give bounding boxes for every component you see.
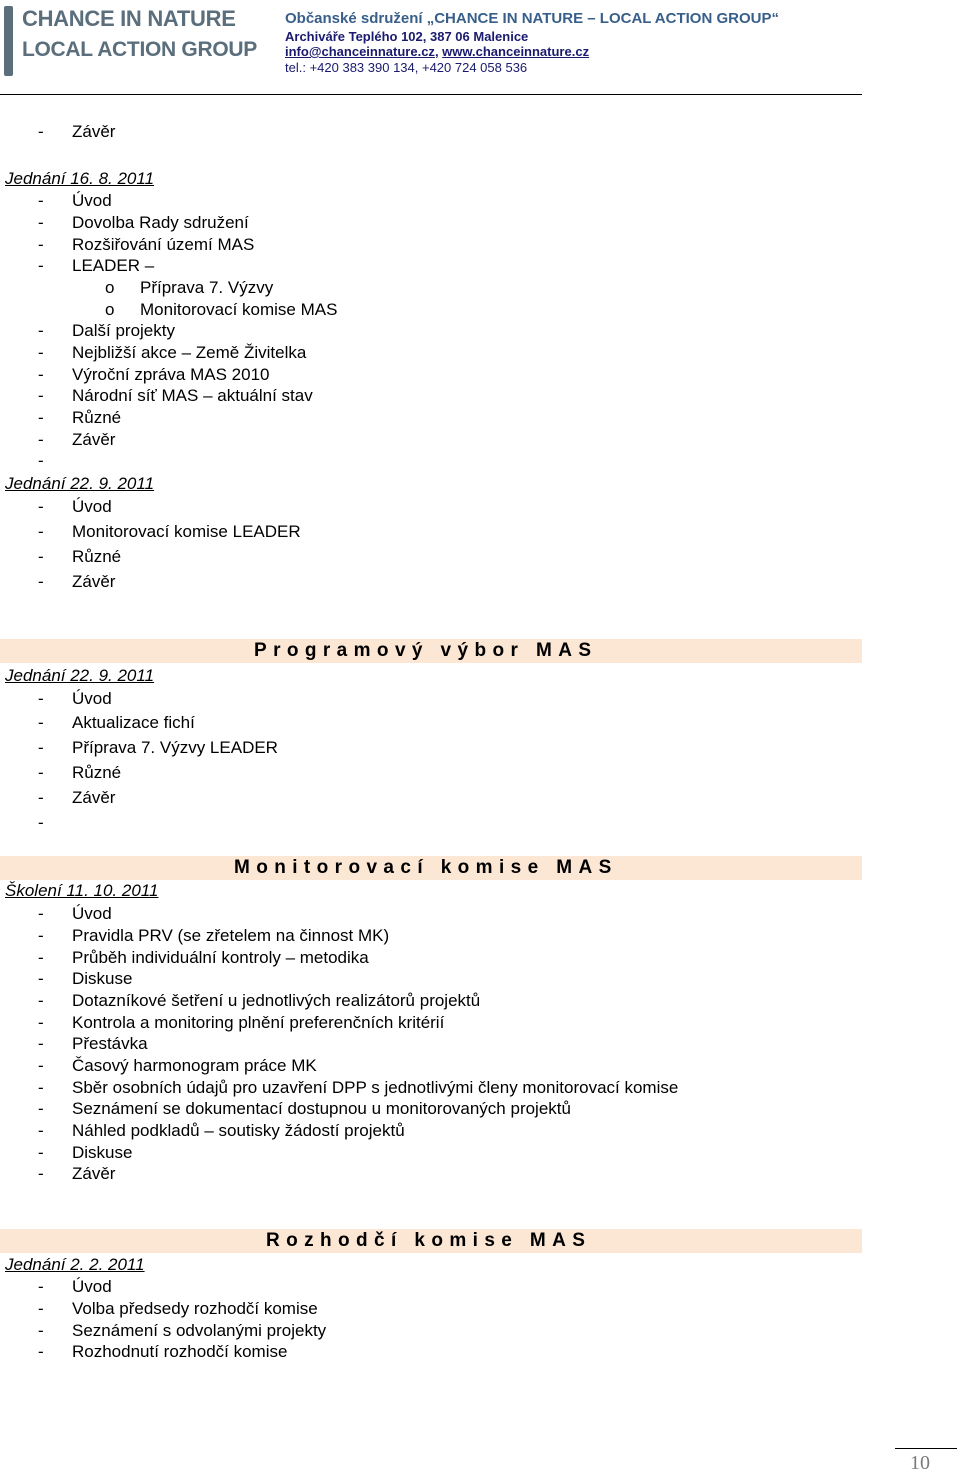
list-item: Aktualizace fichí: [72, 713, 195, 732]
list-dash: -: [38, 1078, 44, 1097]
section-header-monitoring: [0, 856, 862, 880]
page-number: 10: [910, 1452, 930, 1474]
list-item: Úvod: [72, 689, 112, 708]
list-dash: -: [38, 926, 44, 945]
meeting-date: Jednání 16. 8. 2011: [5, 169, 155, 188]
phone-numbers: tel.: +420 383 390 134, +420 724 058 536: [285, 60, 528, 75]
list-dash: -: [38, 991, 44, 1010]
list-item: Příprava 7. Výzvy LEADER: [72, 738, 278, 757]
section-title: Rozhodčí komise MAS: [266, 1230, 592, 1251]
organization-address: Archiváře Teplého 102, 387 06 Malenice: [285, 29, 529, 44]
list-item: Pravidla PRV (se zřetelem na činnost MK): [72, 926, 390, 945]
email-link[interactable]: info@chanceinnature.cz: [285, 44, 435, 59]
list-dash: -: [38, 497, 44, 516]
list-dash: -: [38, 763, 44, 782]
list-item: Dovolba Rady sdružení: [72, 213, 249, 232]
list-dash: -: [38, 343, 44, 362]
list-dash: -: [38, 1013, 44, 1032]
list-item: Závěr: [72, 430, 116, 449]
list-item: Diskuse: [72, 969, 133, 988]
list-dash: -: [38, 1164, 44, 1183]
logo: [0, 2, 270, 78]
contact-separator: ,: [434, 44, 443, 59]
list-dash: -: [38, 904, 44, 923]
sublist-item: Příprava 7. Výzvy: [140, 278, 274, 297]
list-dash: -: [38, 1056, 44, 1075]
list-dash: -: [38, 948, 44, 967]
list-item: Seznámení se dokumentací dostupnou u monitorovaných projektů: [72, 1099, 571, 1118]
list-dash: -: [38, 547, 44, 566]
training-date: Školení 11. 10. 2011: [5, 881, 159, 900]
list-dash: -: [38, 408, 44, 427]
list-item: Národní síť MAS – aktuální stav: [72, 386, 313, 405]
section-header-program: [0, 639, 862, 663]
list-dash: -: [38, 1299, 44, 1318]
sublist-bullet: o: [105, 278, 115, 297]
list-item: Úvod: [72, 1277, 112, 1296]
list-item: Úvod: [72, 191, 112, 210]
list-dash: -: [38, 1034, 44, 1053]
list-dash: -: [38, 256, 44, 275]
list-dash: -: [38, 689, 44, 708]
list-dash: -: [38, 1143, 44, 1162]
web-link[interactable]: www.chanceinnature.cz: [442, 44, 590, 59]
letterhead: [0, 0, 862, 95]
list-item: Různé: [72, 408, 122, 427]
logo-mark: [4, 6, 13, 76]
list-item: LEADER –: [72, 256, 155, 275]
list-item: Sběr osobních údajů pro uzavření DPP s jednotlivými členy monitorovací komise: [72, 1078, 679, 1097]
list-item: Rozšiřování území MAS: [72, 235, 255, 254]
list-dash: -: [38, 522, 44, 541]
sublist-item: Monitorovací komise MAS: [140, 300, 338, 319]
logo-line2: LOCAL ACTION GROUP: [22, 38, 257, 61]
page-number-rule: [895, 1448, 957, 1449]
list-item: Diskuse: [72, 1143, 133, 1162]
list-item: Závěr: [72, 788, 116, 807]
list-item: Různé: [72, 763, 122, 782]
list-dash: -: [38, 191, 44, 210]
list-dash: -: [38, 213, 44, 232]
list-item: Časový harmonogram práce MK: [72, 1056, 317, 1075]
meeting-date: Jednání 22. 9. 2011: [5, 474, 155, 493]
list-item: Úvod: [72, 497, 112, 516]
list-item: Nejbližší akce – Země Živitelka: [72, 343, 307, 362]
list-dash: -: [38, 365, 44, 384]
list-dash: -: [38, 738, 44, 757]
list-item: Monitorovací komise LEADER: [72, 522, 301, 541]
list-item: Výroční zpráva MAS 2010: [72, 365, 270, 384]
list-dash: -: [38, 813, 44, 832]
list-dash: -: [38, 788, 44, 807]
meeting-date: Jednání 2. 2. 2011: [5, 1255, 145, 1274]
list-dash: -: [38, 572, 44, 591]
list-item: Závěr: [72, 122, 116, 141]
list-dash: -: [38, 430, 44, 449]
list-item: Úvod: [72, 904, 112, 923]
contact-links: [285, 44, 589, 59]
list-dash: -: [38, 451, 44, 470]
list-dash: -: [38, 1321, 44, 1340]
list-dash: -: [38, 1277, 44, 1296]
list-dash: -: [38, 969, 44, 988]
logo-line1: CHANCE IN NATURE: [22, 6, 236, 31]
list-dash: -: [38, 1342, 44, 1361]
list-item: Průběh individuální kontroly – metodika: [72, 948, 369, 967]
list-item: Závěr: [72, 1164, 116, 1183]
list-item: Dotazníkové šetření u jednotlivých realizátorů projektů: [72, 991, 481, 1010]
list-dash: -: [38, 321, 44, 340]
list-item: Volba předsedy rozhodčí komise: [72, 1299, 318, 1318]
list-dash: -: [38, 386, 44, 405]
organization-name: Občanské sdružení „CHANCE IN NATURE – LOCAL ACTION GROUP“: [285, 10, 779, 27]
list-dash: -: [38, 713, 44, 732]
section-header-arbitration: [0, 1229, 862, 1253]
list-item: Přestávka: [72, 1034, 148, 1053]
list-dash: -: [38, 122, 44, 141]
section-title: Programový výbor MAS: [254, 640, 598, 661]
section-title: Monitorovací komise MAS: [234, 857, 618, 878]
list-dash: -: [38, 235, 44, 254]
list-dash: -: [38, 1099, 44, 1118]
list-item: Závěr: [72, 572, 116, 591]
list-item: Kontrola a monitoring plnění preferenčních kritérií: [72, 1013, 445, 1032]
list-item: Náhled podkladů – soutisky žádostí projektů: [72, 1121, 405, 1140]
list-item: Různé: [72, 547, 122, 566]
list-item: Seznámení s odvolanými projekty: [72, 1321, 327, 1340]
sublist-bullet: o: [105, 300, 115, 319]
list-item: Rozhodnutí rozhodčí komise: [72, 1342, 288, 1361]
list-dash: -: [38, 1121, 44, 1140]
list-item: Další projekty: [72, 321, 175, 340]
meeting-date: Jednání 22. 9. 2011: [5, 666, 155, 685]
